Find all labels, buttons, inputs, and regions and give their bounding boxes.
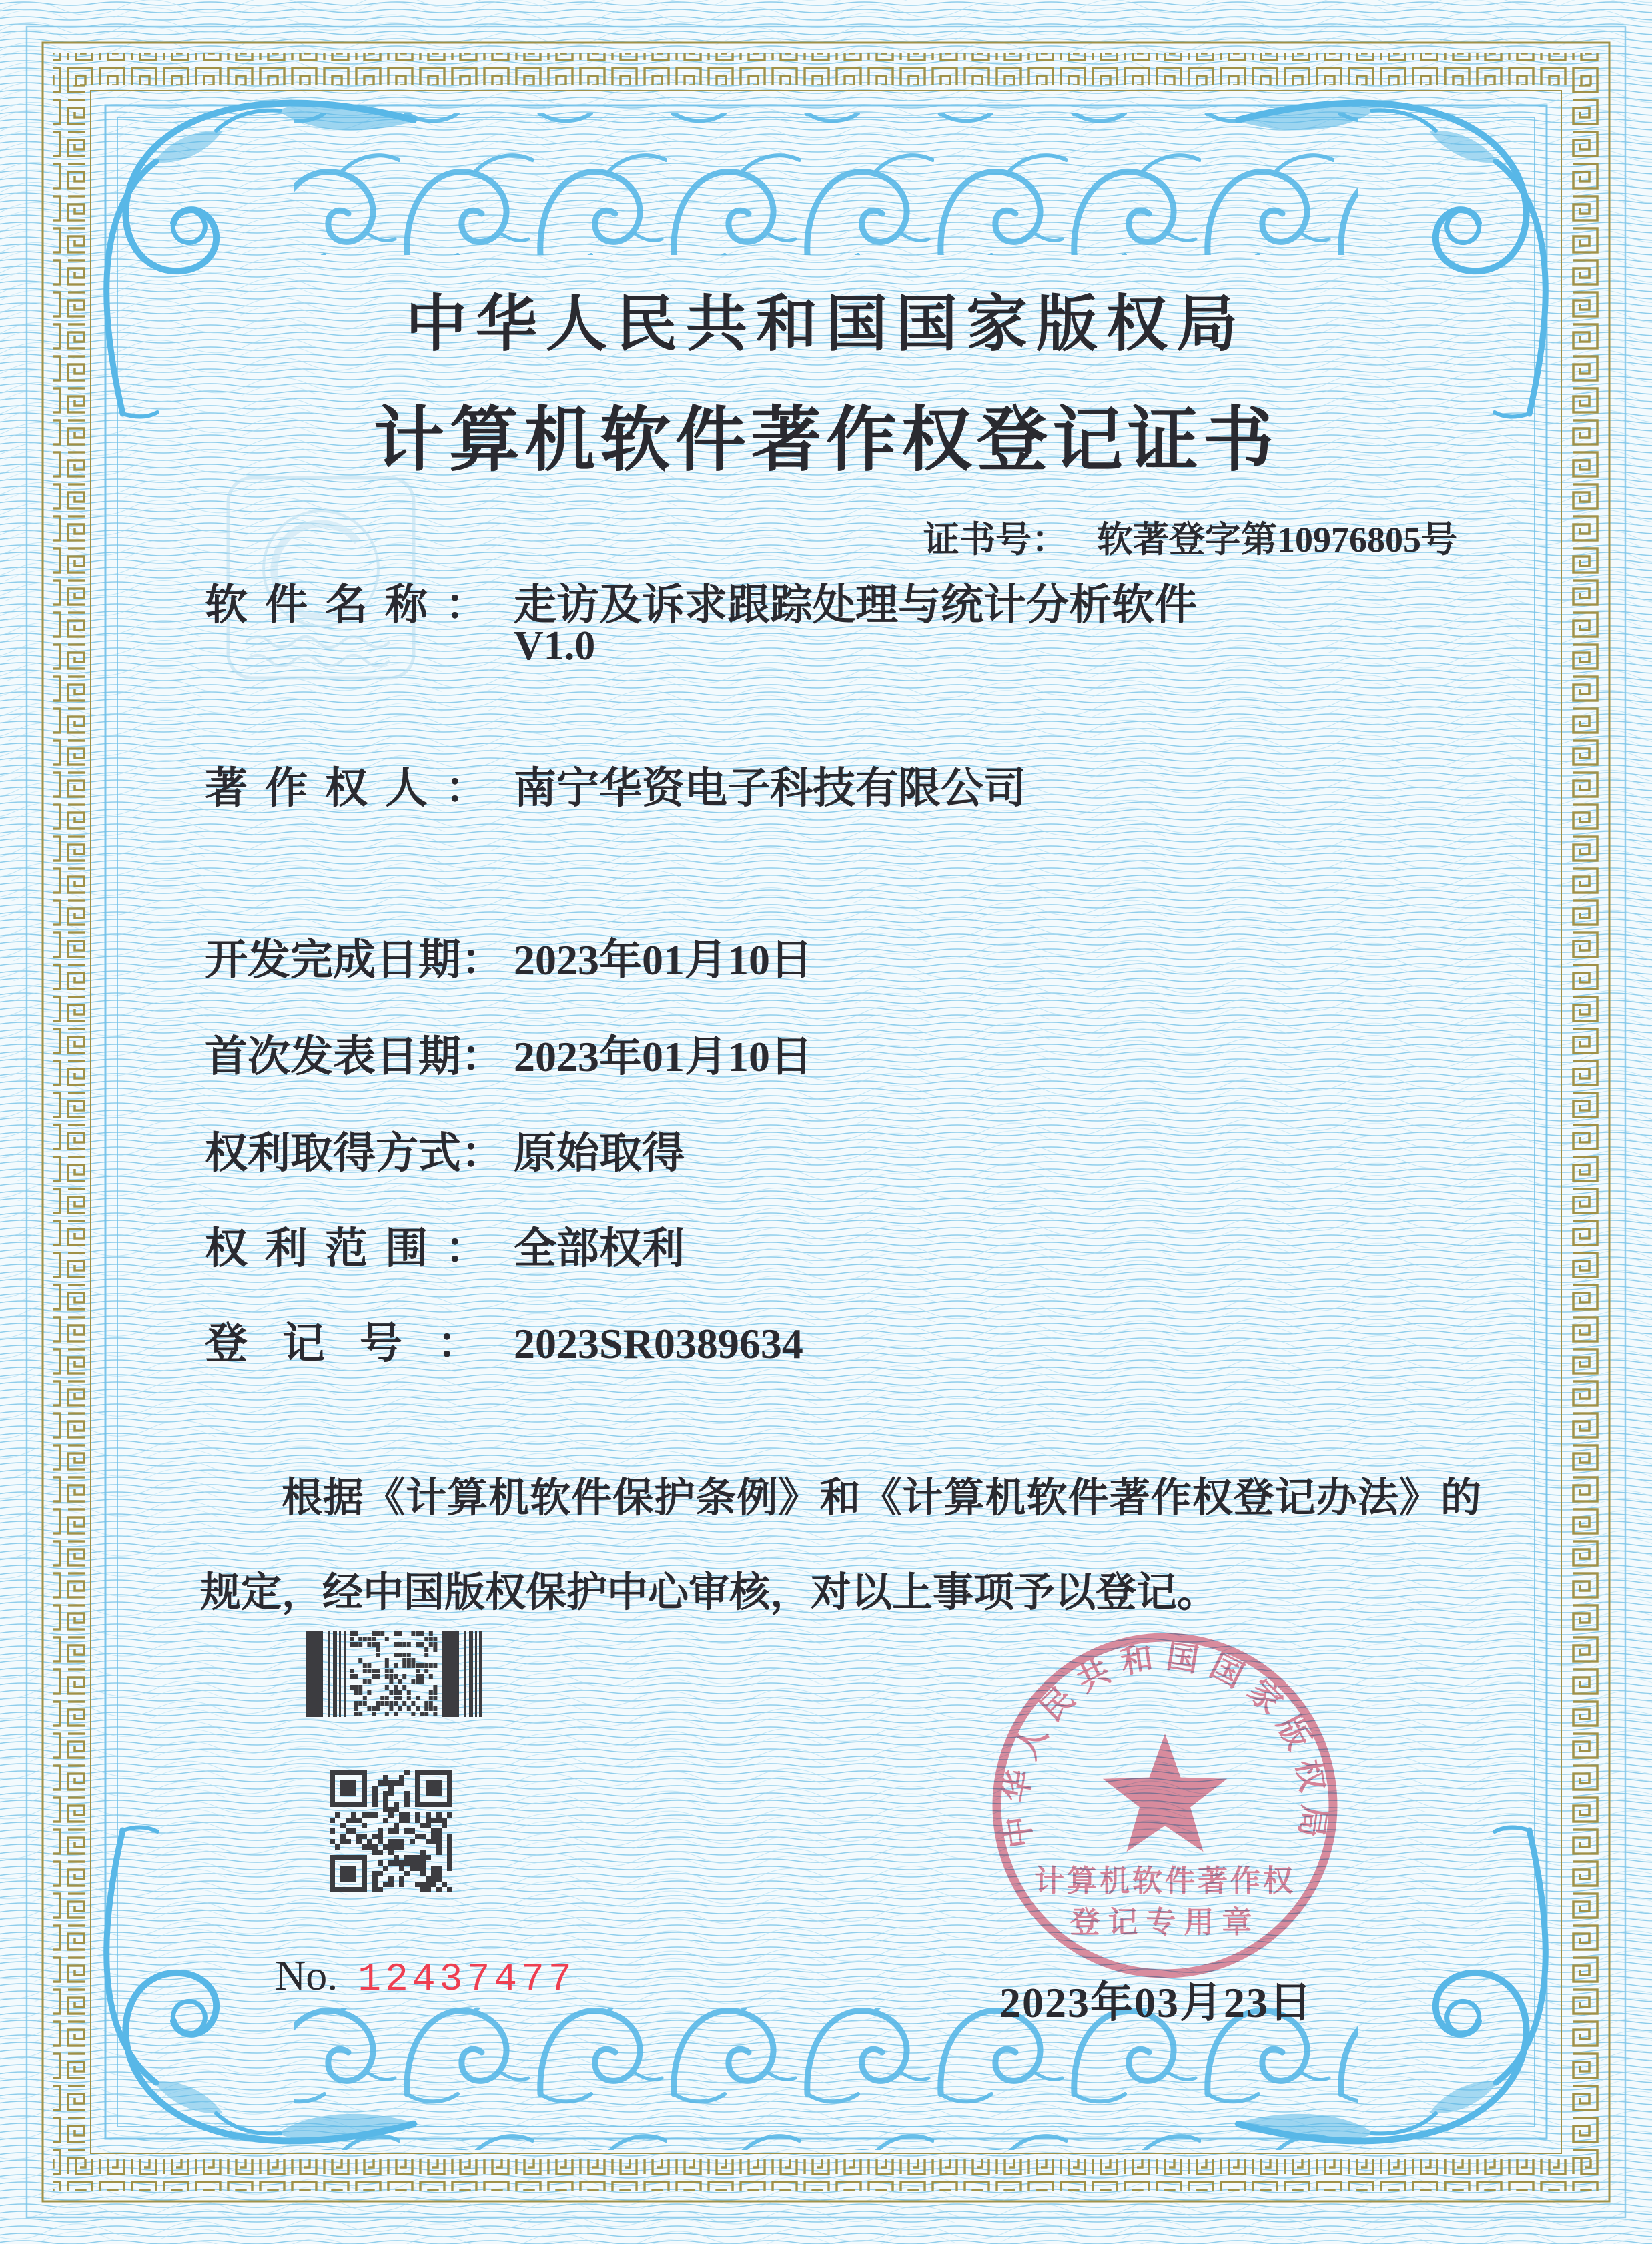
field-software-name	[205, 576, 1197, 634]
rights-scope-value: 全部权利	[514, 1225, 685, 1272]
field-rights-acquisition	[205, 1124, 685, 1182]
official-seal	[985, 1625, 1345, 1986]
certificate-number-value: 软著登字第10976805号	[1097, 520, 1457, 560]
software-name-value: 走访及诉求跟踪处理与统计分析软件	[514, 581, 1197, 629]
registration-statement: 根据《计算机软件保护条例》和《计算机软件著作权登记办法》的规定，经中国版权保护中心审核，对以上事项予以登记。	[200, 1475, 1481, 1615]
registration-number-value: 2023SR0389634	[514, 1320, 803, 1367]
serial-number-line	[275, 1951, 576, 2002]
serial-number: 12437477	[358, 1958, 576, 2002]
seal-text-line2: 登记专用章	[1070, 1905, 1260, 1939]
certificate-number-line	[923, 511, 1457, 563]
issuing-authority-title: 中华人民共和国国家版权局	[405, 290, 1246, 358]
seal-ring-text: 中华人民共和国国家版权局	[997, 1639, 1332, 1850]
field-registration-number	[205, 1315, 803, 1373]
software-version: V1.0	[514, 623, 596, 669]
copyright-owner-value: 南宁华资电子科技有限公司	[514, 765, 1026, 812]
rights-acquisition-value: 原始取得	[514, 1130, 685, 1177]
qr-code	[330, 1770, 452, 1892]
field-copyright-owner	[205, 759, 1026, 817]
seal-star-icon	[1103, 1734, 1227, 1852]
dev-completion-date-value: 2023年01月10日	[514, 936, 813, 984]
issue-date: 2023年03月23日	[999, 1979, 1313, 2026]
seal-text-line1: 计算机软件著作权	[1034, 1864, 1296, 1898]
field-first-publication-date	[205, 1028, 813, 1086]
certificate-title: 计算机软件著作权登记证书	[374, 401, 1278, 480]
field-dev-completion-date	[205, 931, 813, 989]
dev-completion-date-label: 开发完成日期：	[205, 936, 504, 984]
first-publication-date-value: 2023年01月10日	[514, 1033, 813, 1080]
software-name-label: 软件名称：	[205, 581, 505, 629]
rights-acquisition-label: 权利取得方式：	[205, 1129, 504, 1177]
field-rights-scope	[205, 1220, 685, 1278]
copyright-owner-label: 著作权人：	[205, 764, 505, 812]
first-publication-date-label: 首次发表日期：	[205, 1032, 504, 1080]
rights-scope-label: 权利范围：	[205, 1224, 505, 1272]
serial-prefix: No.	[275, 1952, 338, 1999]
barcode	[306, 1631, 483, 1717]
certificate-number-label: 证书号：	[923, 520, 1068, 560]
registration-number-label: 登记号：	[205, 1319, 514, 1367]
